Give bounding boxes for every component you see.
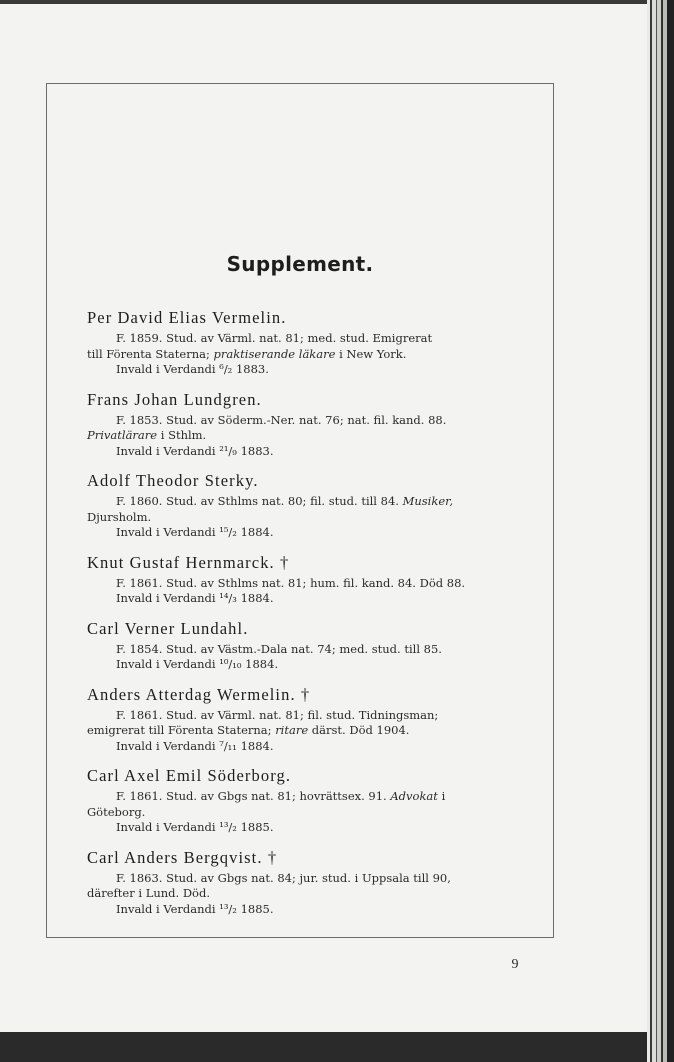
entry-line: till Förenta Staterna; praktiserande läkare i New York. <box>87 346 407 361</box>
entry-invald: Invald i Verdandi ¹⁴/₃ 1884. <box>116 591 274 605</box>
entry-name: Per David Elias Vermelin. <box>87 308 287 327</box>
entry-invald: Invald i Verdandi ⁶/₂ 1883. <box>116 362 269 376</box>
entry-sterky <box>87 471 519 541</box>
entry-hernmarck <box>87 553 519 607</box>
entry-name: Carl Verner Lundahl. <box>87 618 249 638</box>
entry-invald: Invald i Verdandi ¹⁰/₁₀ 1884. <box>116 657 279 671</box>
entry-lundahl <box>87 619 519 673</box>
entry-name: Carl Axel Emil Söderborg. <box>87 766 292 785</box>
entry-line: F. 1861. Stud. av Sthlms nat. 81; hum. fil. kand. 84. Död 88. <box>116 575 466 590</box>
entry-invald: Invald i Verdandi ¹³/₂ 1885. <box>116 820 274 834</box>
entry-line: därefter i Lund. Död. <box>87 886 210 900</box>
entry-name: Carl Anders Bergqvist. † <box>87 847 278 867</box>
entry-line: Privatlärare i Sthlm. <box>87 428 207 442</box>
entry-lundgren <box>87 390 519 460</box>
entry-line: F. 1859. Stud. av Värml. nat. 81; med. stud. Emigrerat <box>116 331 433 345</box>
entry-invald: Invald i Verdandi ¹³/₂ 1885. <box>116 901 274 916</box>
book-page-edges <box>647 0 674 1062</box>
entry-line: F. 1854. Stud. av Västm.-Dala nat. 74; med. stud. till 85. <box>116 641 442 656</box>
entry-line: F. 1860. Stud. av Sthlms nat. 80; fil. stud. till 84. Musiker, <box>116 494 454 508</box>
scan-bottom-edge <box>0 1032 647 1062</box>
entry-invald: Invald i Verdandi ²¹/₉ 1883. <box>116 443 274 458</box>
entry-soderborg <box>87 766 519 836</box>
entry-list <box>87 308 519 929</box>
entry-line: F. 1861. Stud. av Gbgs nat. 81; hovrättsex. 91. Advokat i <box>116 789 446 803</box>
page-number: 9 <box>511 957 519 972</box>
entry-line: Göteborg. <box>87 804 146 819</box>
entry-line: Djursholm. <box>87 509 152 524</box>
entry-invald: Invald i Verdandi ¹⁵/₂ 1884. <box>116 525 274 539</box>
entry-bergqvist <box>87 848 519 918</box>
entry-name: Knut Gustaf Hernmarck. † <box>87 552 290 572</box>
entry-name: Adolf Theodor Sterky. <box>87 471 259 490</box>
entry-line: F. 1863. Stud. av Gbgs nat. 84; jur. stud. i Uppsala till 90, <box>116 870 451 885</box>
entry-name: Frans Johan Lundgren. <box>87 389 262 409</box>
entry-name: Anders Atterdag Wermelin. † <box>87 684 311 704</box>
page-title: Supplement. <box>226 252 374 276</box>
entry-vermelin <box>87 308 519 378</box>
entry-wermelin <box>87 685 519 755</box>
entry-line: F. 1861. Stud. av Värml. nat. 81; fil. stud. Tidningsman; <box>116 707 439 722</box>
entry-invald: Invald i Verdandi ⁷/₁₁ 1884. <box>116 738 274 753</box>
entry-line: F. 1853. Stud. av Söderm.-Ner. nat. 76; nat. fil. kand. 88. <box>116 412 447 427</box>
entry-line: emigrerat till Förenta Staterna; ritare därst. Död 1904. <box>87 723 410 737</box>
